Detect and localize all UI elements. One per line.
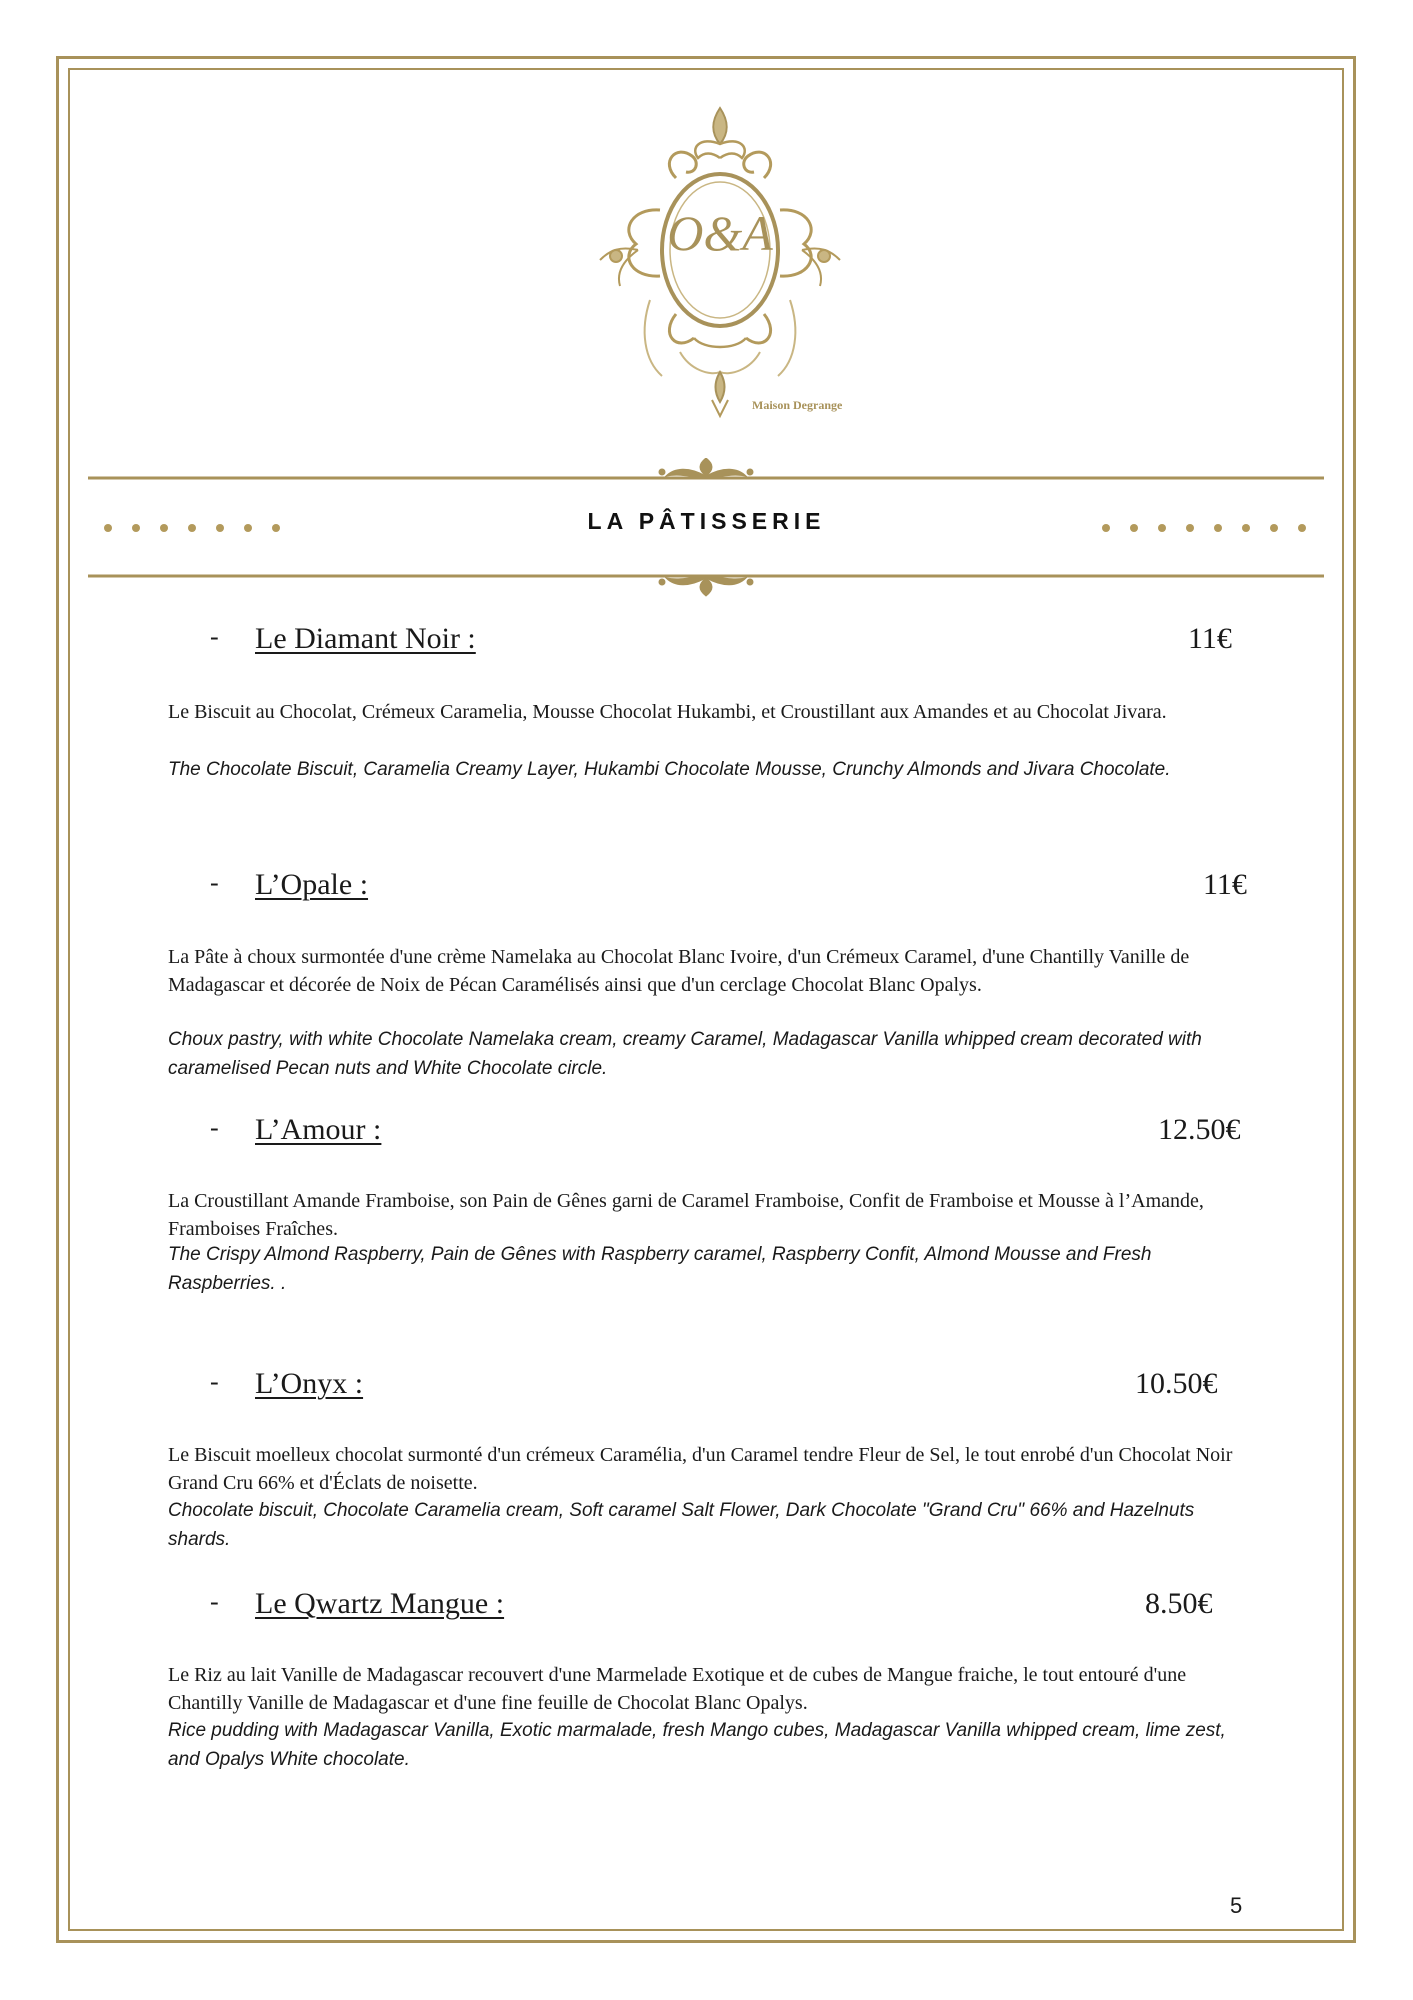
logo-monogram: O&A	[667, 205, 773, 261]
section-title: LA PÂTISSERIE	[587, 508, 826, 534]
item-name: Le Diamant Noir :	[255, 622, 476, 655]
item-dash: -	[210, 1587, 219, 1616]
item-price: 11€	[1203, 868, 1247, 901]
item-description-en: The Crispy Almond Raspberry, Pain de Gênes with Raspberry caramel, Raspberry Confit, Almond Mousse and Fresh Raspberries. .	[168, 1244, 1152, 1294]
item-description-en: Chocolate biscuit, Chocolate Caramelia cream, Soft caramel Salt Flower, Dark Chocolate "Grand Cru" 66% and Hazelnuts shards.	[168, 1500, 1195, 1550]
item-dash: -	[210, 622, 219, 651]
item-description-fr: Le Riz au lait Vanille de Madagascar recouvert d'une Marmelade Exotique et de cubes de Mangue fraiche, le tout entouré d'une Chantilly Vanille de Madagascar et d'une fine feuille de Chocolat Blanc Opalys.	[168, 1664, 1187, 1714]
item-name: Le Qwartz Mangue :	[255, 1587, 505, 1620]
item-description-fr: Le Biscuit au Chocolat, Crémeux Caramelia, Mousse Chocolat Hukambi, et Croustillant aux Amandes et au Chocolat Jivara.	[168, 701, 1167, 723]
brand-logo	[580, 100, 860, 420]
page-number: 5	[1230, 1893, 1243, 1918]
item-description-fr: La Pâte à choux surmontée d'une crème Namelaka au Chocolat Blanc Ivoire, d'un Crémeux Caramel, d'une Chantilly Vanille de Madagascar et décorée de Noix de Pécan Caramélisés ainsi que d'un cerclage Chocolat Blanc Opalys.	[168, 946, 1190, 996]
item-dash: -	[210, 1367, 219, 1396]
item-price: 12.50€	[1158, 1113, 1241, 1146]
item-name: L’Opale :	[255, 868, 369, 901]
item-description-fr: Le Biscuit moelleux chocolat surmonté d'un crémeux Caramélia, d'un Caramel tendre Fleur de Sel, le tout enrobé d'un Chocolat Noir Grand Cru 66% et d'Éclats de noisette.	[168, 1444, 1233, 1494]
item-dash: -	[210, 868, 219, 897]
item-price: 8.50€	[1145, 1587, 1213, 1620]
item-dash: -	[210, 1113, 219, 1142]
item-price: 10.50€	[1135, 1367, 1218, 1400]
item-description-en: Choux pastry, with white Chocolate Namelaka cream, creamy Caramel, Madagascar Vanilla whipped cream decorated with caramelised Pecan nuts and White Chocolate circle.	[168, 1029, 1202, 1079]
item-name: L’Onyx :	[255, 1367, 364, 1400]
brand-name: Maison Degrange	[752, 398, 843, 412]
item-description-fr: La Croustillant Amande Framboise, son Pain de Gênes garni de Caramel Framboise, Confit de Framboise et Mousse à l’Amande, Framboises Fraîches.	[168, 1190, 1204, 1240]
item-description-en: The Chocolate Biscuit, Caramelia Creamy Layer, Hukambi Chocolate Mousse, Crunchy Almonds and Jivara Chocolate.	[168, 759, 1171, 780]
item-description-en: Rice pudding with Madagascar Vanilla, Exotic marmalade, fresh Mango cubes, Madagascar Vanilla whipped cream, lime zest, and Opalys White chocolate.	[168, 1720, 1226, 1770]
item-name: L’Amour :	[255, 1113, 382, 1146]
item-price: 11€	[1188, 622, 1232, 655]
